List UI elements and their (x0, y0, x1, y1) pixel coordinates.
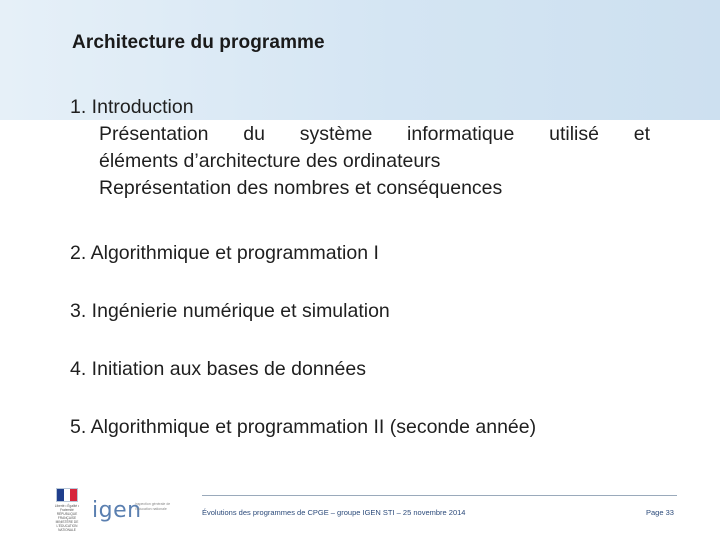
outline-item-4: 4. Initiation aux bases de données (70, 358, 366, 380)
outline-item-1: 1. Introduction (70, 96, 194, 118)
outline-subitem: éléments d’architecture des ordinateurs (99, 150, 441, 172)
outline-item-5: 5. Algorithmique et programmation II (seconde année) (70, 416, 537, 438)
footer (0, 478, 720, 540)
flag-icon (56, 488, 78, 502)
slide-title: Architecture du programme (72, 32, 325, 53)
outline-subitem: Présentation du système informatique utilisé et (99, 123, 650, 145)
logo-caption: Liberté • Égalité • Fraternité RÉPUBLIQUE FRANÇAISE MINISTÈRE DE L'ÉDUCATION NATIONALE (54, 504, 80, 532)
outline-item-2: 2. Algorithmique et programmation I (70, 242, 379, 264)
igen-logo: igen (92, 498, 142, 523)
igen-subtitle: inspection générale de l'éducation nationale (135, 502, 171, 511)
footer-text: Évolutions des programmes de CPGE – groupe IGEN STI – 25 novembre 2014 (202, 508, 466, 517)
outline (70, 94, 650, 441)
outline-subitem: Représentation des nombres et conséquences (99, 177, 503, 199)
page-number: Page 33 (646, 508, 674, 517)
outline-item-3: 3. Ingénierie numérique et simulation (70, 300, 390, 322)
republique-francaise-logo (52, 488, 82, 532)
footer-divider (202, 495, 677, 496)
